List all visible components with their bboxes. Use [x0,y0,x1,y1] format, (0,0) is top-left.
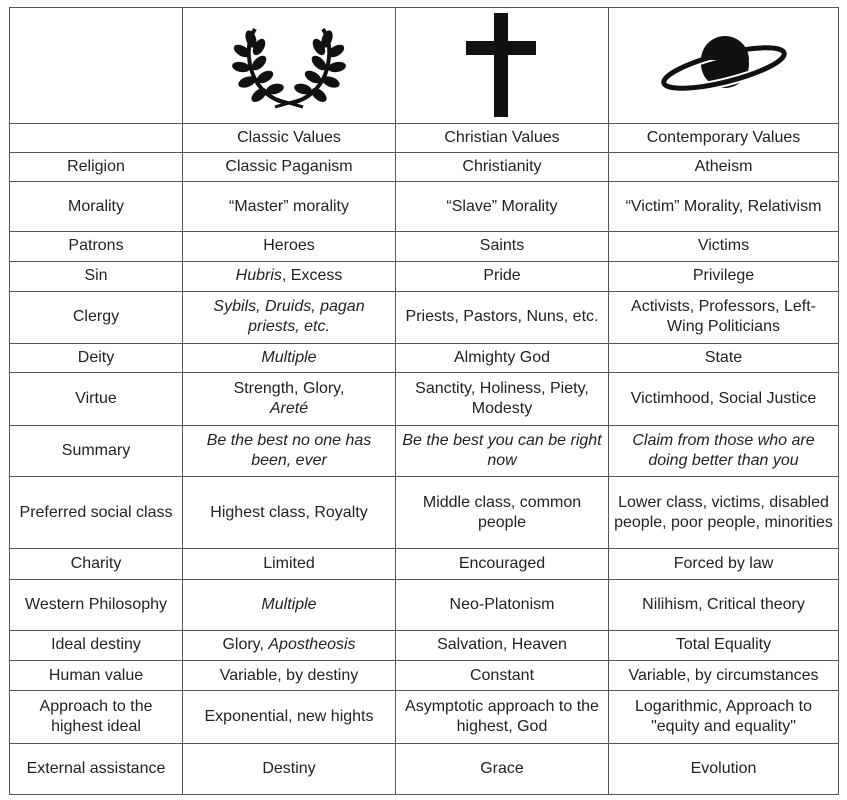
table-row [10,232,839,261]
table-cell: Claim from those who are doing better than you [609,425,839,476]
table-cell: Forced by law [609,549,839,579]
icon-cell-christian [396,8,609,124]
row-label: Clergy [10,291,183,343]
table-cell [183,373,396,425]
row-label: Approach to the highest ideal [10,691,183,743]
header-row [10,123,839,152]
cross-icon [462,13,542,117]
row-label: Patrons [10,232,183,261]
table-cell: Logarithmic, Approach to "equity and equality" [609,691,839,743]
row-label: Charity [10,549,183,579]
table-cell: Grace [396,743,609,794]
row-label: Preferred social class [10,476,183,548]
table-row [10,549,839,579]
table-cell: Limited [183,549,396,579]
table-cell: Saints [396,232,609,261]
table-cell: Middle class, common people [396,476,609,548]
table-row [10,425,839,476]
table-row [10,691,839,743]
planet-icon [659,30,789,100]
row-label: External assistance [10,743,183,794]
table-row [10,182,839,232]
icon-cell-classic [183,8,396,124]
corner-cell [10,8,183,124]
table-cell: Variable, by destiny [183,661,396,691]
cell-text: Glory, [222,636,269,654]
row-label: Morality [10,182,183,232]
table-cell [183,261,396,291]
table-cell [183,630,396,660]
table-cell: Variable, by circumstances [609,661,839,691]
table-cell: Victims [609,232,839,261]
cell-italic: Apostheosis [268,636,356,654]
table-cell: Pride [396,261,609,291]
cell-italic: Areté [269,399,309,417]
table-cell: Victimhood, Social Justice [609,373,839,425]
table-cell: “Master” morality [183,182,396,232]
row-label: Summary [10,425,183,476]
table-cell: Be the best no one has been, ever [183,425,396,476]
table-row [10,373,839,425]
cell-text: Strength, Glory, [233,379,345,397]
row-label: Human value [10,661,183,691]
table-cell: Asymptotic approach to the highest, God [396,691,609,743]
row-label: Sin [10,261,183,291]
table-cell: Exponential, new hights [183,691,396,743]
table-cell: Total Equality [609,630,839,660]
table-cell: Atheism [609,152,839,181]
table-cell: “Victim” Morality, Relativism [609,182,839,232]
table-row [10,630,839,660]
table-row [10,661,839,691]
table-cell: Heroes [183,232,396,261]
table-row [10,476,839,548]
table-cell: Christianity [396,152,609,181]
column-header: Christian Values [396,123,609,152]
table-cell: Highest class, Royalty [183,476,396,548]
table-row [10,152,839,181]
laurel-wreath-icon [229,17,349,113]
table-cell: Priests, Pastors, Nuns, etc. [396,291,609,343]
row-label: Deity [10,344,183,373]
table-row [10,261,839,291]
table-cell: Be the best you can be right now [396,425,609,476]
cell-text: , Excess [281,267,343,285]
row-label: Virtue [10,373,183,425]
corner-cell-2 [10,123,183,152]
table-row [10,344,839,373]
table-cell: Destiny [183,743,396,794]
table-cell: Privilege [609,261,839,291]
column-header: Classic Values [183,123,396,152]
table-cell: Lower class, victims, disabled people, poor people, minorities [609,476,839,548]
column-header: Contemporary Values [609,123,839,152]
table-cell: Classic Paganism [183,152,396,181]
table-cell: Encouraged [396,549,609,579]
row-label: Western Philosophy [10,579,183,630]
table-cell: Sanctity, Holiness, Piety, Modesty [396,373,609,425]
cell-italic: Hubris [235,267,282,285]
row-label: Religion [10,152,183,181]
table-cell: Sybils, Druids, pagan priests, etc. [183,291,396,343]
table-cell: Nilihism, Critical theory [609,579,839,630]
table-cell: Multiple [183,344,396,373]
table-cell: Neo-Platonism [396,579,609,630]
table-cell: Almighty God [396,344,609,373]
comparison-table [9,7,839,795]
icon-cell-contemporary [609,8,839,124]
table-row [10,291,839,343]
table-cell: Multiple [183,579,396,630]
table-row [10,743,839,794]
table-cell: Evolution [609,743,839,794]
table-cell: Activists, Professors, Left-Wing Politicians [609,291,839,343]
icon-row [10,8,839,124]
table-cell: Constant [396,661,609,691]
table-cell: State [609,344,839,373]
row-label: Ideal destiny [10,630,183,660]
table-cell: “Slave” Morality [396,182,609,232]
table-cell: Salvation, Heaven [396,630,609,660]
table-row [10,579,839,630]
